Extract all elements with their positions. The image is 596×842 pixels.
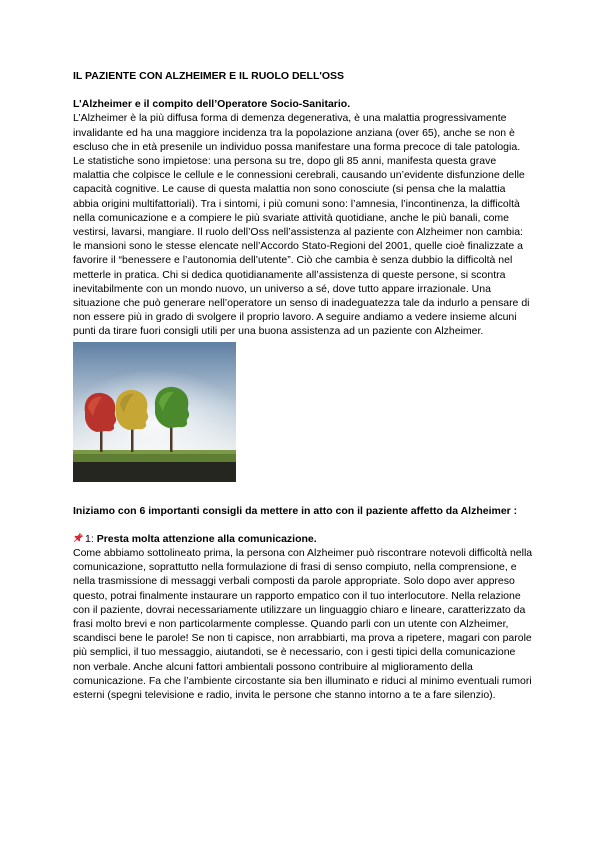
pushpin-icon <box>73 532 84 543</box>
tips-intro-heading: Iniziamo con 6 importanti consigli da mettere in atto con il paziente affetto da Alzheimer : <box>73 504 518 517</box>
tip-1-heading <box>73 532 533 546</box>
alzheimer-trees-image <box>73 342 236 482</box>
body-paragraph: L’Alzheimer è la più diffusa forma di demenza degenerativa, è una malattia progressivamente invalidante ed ha una maggiore incidenza tra la popolazione anziana (over 65), anche se non è escluso che in età presenile un individuo possa manifestare una forma precoce di tale patologia. Le statistiche sono impietose: una persona su tre, dopo gli 85 anni, manifesta questa grave malattia che colpisce le cellule e le connessioni cerebrali, causando un’evidente disfunzione delle capacità cognitive. Le cause di questa malattia non sono conosciute (si pensa che la malattia abbia origini multifattoriali). Tra i sintomi, i più comuni sono: l’amnesia, l’incontinenza, la difficoltà nella comunicazione e a compiere le più svariate attività quotidiane, anche le più banali, come vestirsi, lavarsi, mangiare. Il ruolo dell’Oss nell’assistenza al paziente con Alzheimer non cambia: le mansioni sono le stesse elencate nell’Accordo Stato-Regioni del 2001, quelle cioè finalizzate a favorire il “benessere e l’autonomia dell’utente”. Ciò che cambia è senza dubbio la difficoltà nel metterle in pratica. Chi si dedica quotidianamente all’assistenza di queste persone, si scontra inevitabilmente con un mondo nuovo, un universo a sé, dove tutto appare irrazionale. Una situazione che può generare nell’operatore un senso di inadeguatezza tale da indurlo a pensare di non essere più in grado di svolgere il proprio lavoro. A seguire andiamo a vedere insieme alcuni punti da tirare fuori consigli utili per una buona assistenza ad un paziente con Alzheimer. <box>73 112 530 338</box>
tip-1-number: 1: <box>85 532 97 545</box>
document-title: IL PAZIENTE CON ALZHEIMER E IL RUOLO DELL'OSS <box>73 70 345 82</box>
tip-1-text: Come abbiamo sottolineato prima, la persona con Alzheimer può riscontrare notevoli difficoltà nella comunicazione, soprattutto nella formulazione di frasi di senso compiuto, nella comprensione, e nella trasmissione di messaggi verbali composti da parole appropriate. Solo dopo aver appreso questo, potrai finalmente instaurare un rapporto empatico con il tuo interlocutore. Nella relazione con il paziente, dovrai necessariamente utilizzare un linguaggio chiaro e lineare, caratterizzato da frasi molto brevi e non particolarmente complesse. Quando parli con un utente con Alzheimer, scandisci bene le parole! Se non ti capisce, non arrabbiarti, ma prova a ripetere, magari con parole più semplici, il tuo messaggio, aiutandoti, se è necessario, con i gesti tipici della comunicazione non verbale. Anche alcuni fattori ambientali possono contribuire al miglioramento della comunicazione. Fa che l’ambiente circostante sia ben illuminato e riduci al minimo eventuali rumori esterni (spegni televisione e radio, invita le persone che stanno intorno a te a fare silenzio). <box>73 547 533 702</box>
tip-1-title: Presta molta attenzione alla comunicazione. <box>96 532 317 545</box>
document-page <box>73 69 533 702</box>
section-heading: L’Alzheimer e il compito dell’Operatore Socio-Sanitario. <box>73 98 351 111</box>
